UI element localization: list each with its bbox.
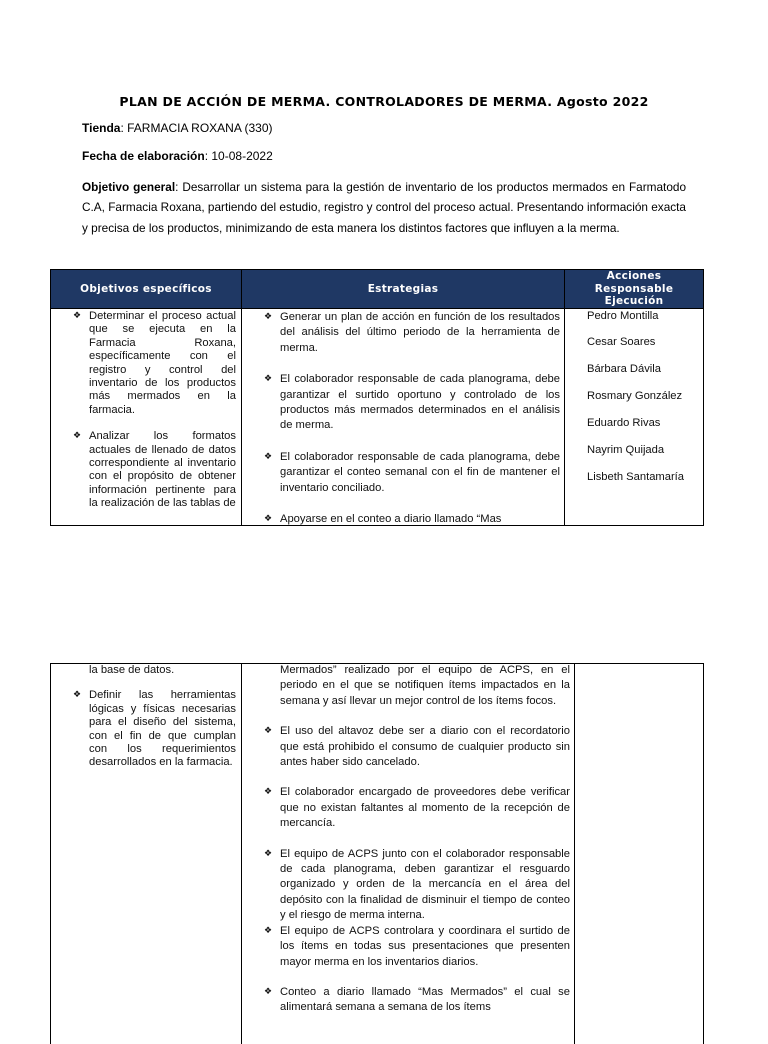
- store-label: Tienda: [82, 121, 121, 135]
- strategies-cell: [264, 310, 560, 527]
- strategy-text: Conteo a diario llamado “Mas Mermados” el cual se alimentará semana a semana de los ítems: [280, 985, 570, 1014]
- diamond-bullet-icon: ❖: [73, 431, 82, 442]
- strategy-text: El equipo de ACPS junto con el colaborador responsable de cada planograma, deben garantizar el resguardo organizado y orden de la mercancía en el área del depósito con la finalidad de disminuir el tiempo de conteo y el riesgo de merma interna.: [280, 847, 570, 922]
- column-divider: [574, 664, 575, 1044]
- strategies-cell: [264, 663, 570, 1016]
- strategy-continuation: Mermados” realizado por el equipo de ACPS, en el periodo en el que se notifiquen ítems impactados en la semana y así llevar un mejor control de los ítems focos.: [280, 664, 570, 707]
- date-line: [82, 146, 273, 166]
- diamond-bullet-icon: ❖: [264, 787, 273, 798]
- strategy-text: El colaborador encargado de proveedores debe verificar que no existan faltantes al momento de la recepción de mercancía.: [280, 786, 570, 830]
- responsible-name: Eduardo Rivas: [587, 417, 661, 429]
- diamond-bullet-icon: ❖: [264, 451, 273, 462]
- objective-text: Definir las herramientas lógicas y físicas necesarias para el diseño del sistema, con el fin de que cumplan con los requerimientos desarrollados en la farmacia.: [89, 689, 236, 769]
- strategy-item: [264, 924, 570, 970]
- responsible-name: Lisbeth Santamaría: [587, 471, 685, 483]
- header-objectives: Objetivos específicos: [80, 282, 212, 295]
- diamond-bullet-icon: ❖: [264, 374, 273, 385]
- strategy-item: [264, 450, 560, 496]
- column-divider: [241, 270, 242, 525]
- objectives-cell: [73, 664, 236, 770]
- strategy-item: [264, 847, 570, 924]
- header-strategies: Estrategias: [367, 282, 439, 295]
- table-header-row: [51, 270, 703, 309]
- header-responsible-line1: Acciones: [606, 270, 662, 283]
- header-responsible: [565, 270, 703, 308]
- responsible-name: Rosmary González: [587, 390, 683, 402]
- strategy-item: [264, 724, 570, 770]
- objective-value: : Desarrollar un sistema para la gestión de inventario de los productos mermados en Farmatodo C.A, Farmacia Roxana, partiendo del estudio, registro y control del proceso actual. Presentando información exacta y precisa de los productos, minimizando de esta manera los distintos factores que influyen a la merma.: [82, 180, 687, 235]
- action-plan-table: [50, 269, 704, 526]
- objective-text: Determinar el proceso actual que se ejecuta en la Farmacia Roxana, específicamente con el registro y control del inventario de los productos más mermados en la farmacia.: [89, 310, 236, 416]
- document-title: PLAN DE ACCIÓN DE MERMA. CONTROLADORES DE MERMA. Agosto 2022: [119, 94, 649, 109]
- responsible-name: Pedro Montilla: [587, 310, 659, 322]
- responsible-cell: [587, 310, 699, 510]
- strategy-item: [264, 985, 570, 1016]
- objectives-cell: [73, 310, 236, 511]
- strategy-text: El equipo de ACPS controlara y coordinara el surtido de los ítems en todas sus presentaciones que presenten mayor merma en los inventarios diarios.: [280, 924, 570, 968]
- diamond-bullet-icon: ❖: [264, 986, 273, 997]
- header-responsible-line3: Ejecución: [604, 295, 664, 308]
- objective-label: Objetivo general: [82, 180, 176, 194]
- store-value: : FARMACIA ROXANA (330): [120, 121, 273, 135]
- strategy-item: [264, 372, 560, 434]
- diamond-bullet-icon: ❖: [264, 848, 273, 859]
- strategy-item: [264, 310, 560, 356]
- strategy-item: [264, 785, 570, 831]
- date-label: Fecha de elaboración: [82, 149, 205, 163]
- diamond-bullet-icon: ❖: [264, 312, 273, 322]
- responsible-name: Nayrim Quijada: [587, 444, 665, 456]
- strategy-text: Generar un plan de acción en función de los resultados del análisis del último periodo de la herramienta de merma.: [280, 311, 560, 354]
- responsible-name: Cesar Soares: [587, 336, 656, 348]
- diamond-bullet-icon: ❖: [264, 726, 273, 737]
- strategy-text: El colaborador responsable de cada planograma, debe garantizar el conteo semanal con el fin de mantener el inventario conciliado.: [280, 450, 560, 494]
- diamond-bullet-icon: ❖: [264, 514, 273, 525]
- strategy-item: [264, 512, 560, 527]
- store-line: [82, 118, 273, 138]
- diamond-bullet-icon: ❖: [264, 925, 273, 936]
- objective-item: [73, 430, 236, 510]
- header-responsible-line2: Responsable: [594, 282, 674, 295]
- date-value: : 10-08-2022: [204, 149, 273, 163]
- objective-text: Analizar los formatos actuales de llenado de datos correspondiente al inventario con el propósito de obtener información pertinente para la realización de las tablas de: [89, 430, 236, 510]
- column-divider: [564, 270, 565, 525]
- column-divider: [241, 664, 242, 1044]
- diamond-bullet-icon: ❖: [73, 690, 82, 701]
- responsible-name: Bárbara Dávila: [587, 363, 661, 375]
- general-objective: [82, 177, 686, 238]
- objective-continuation: la base de datos.: [89, 664, 175, 676]
- diamond-bullet-icon: ❖: [73, 311, 82, 321]
- strategy-text: Apoyarse en el conteo a diario llamado “Mas: [280, 513, 502, 526]
- action-plan-table-continuation: [50, 663, 704, 1044]
- strategy-text: El colaborador responsable de cada planograma, debe garantizar el surtido oportuno y controlado de los productos más mermados determinados en el análisis de merma.: [280, 373, 560, 432]
- objective-item: [73, 689, 236, 769]
- strategy-text: El uso del altavoz debe ser a diario con el recordatorio que está prohibido el consumo de cualquier producto sin antes haber sido cancelado.: [280, 725, 570, 769]
- objective-item: [73, 310, 236, 417]
